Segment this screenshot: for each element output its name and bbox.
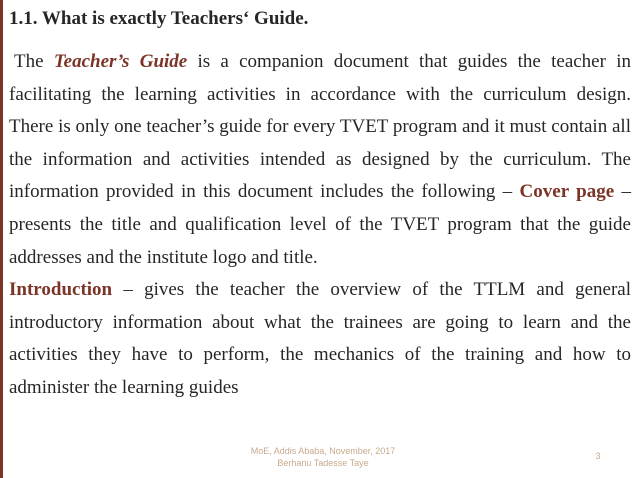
paragraph-text: – presents the title and qualification level of the TVET program that the guide addresses and the institute logo and title.	[9, 181, 632, 268]
paragraph-text: – gives the teacher the overview of the TTLM and general introductory information about what the trainees are going to learn and the activities they have to perform, the mechanics of the training and how to administer the learning guides	[9, 279, 631, 398]
footer-credit	[238, 445, 408, 469]
footer-line-1: MoE, Addis Ababa, November, 2017	[250, 446, 396, 456]
accent-bar	[0, 0, 3, 478]
page-number: 3	[595, 451, 601, 461]
teachers-guide-emphasis: Teacher’s Guide	[53, 51, 188, 72]
introduction-label: Introduction	[9, 279, 113, 301]
paragraph-lead: The	[14, 51, 54, 72]
footer-line-2: Berhanu Tadesse Taye	[277, 458, 369, 468]
paragraph-introduction	[9, 274, 631, 404]
paragraph-teachers-guide	[9, 46, 631, 274]
slide-body	[9, 46, 631, 405]
slide-title: 1.1. What is exactly Teachers‘ Guide.	[9, 8, 309, 29]
cover-page-label: Cover page	[519, 181, 615, 203]
paragraph-text: is a companion document that guides the teacher in facilitating the learning activities in accordance with the curriculum design. There is only one teacher’s guide for every TVET program and it must contain all the information and activities intended as designed by the curriculum. The information provided in this document includes the following –	[9, 51, 631, 203]
